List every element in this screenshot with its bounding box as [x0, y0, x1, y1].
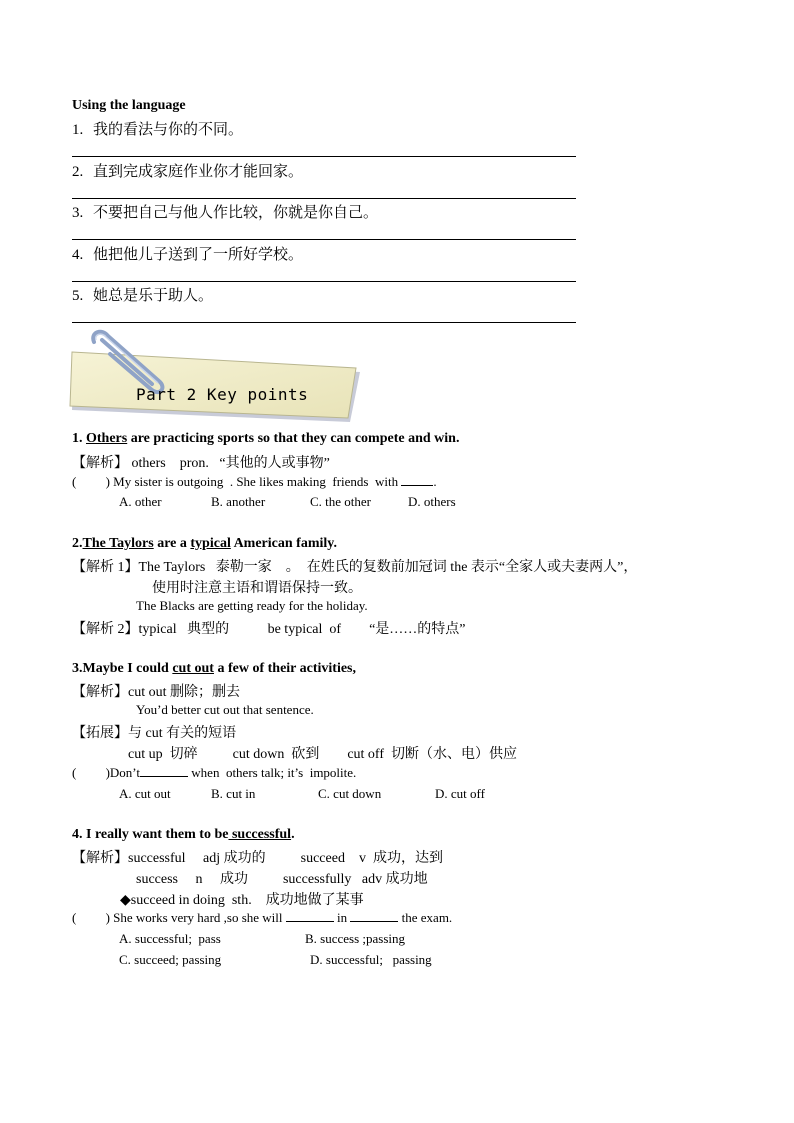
keypoint-4-heading: 4. I really want them to be successful.: [72, 827, 295, 842]
translation-item-3: [72, 201, 378, 222]
item-number: 5.: [72, 288, 84, 304]
item-number: 2.: [72, 164, 84, 180]
keypoint-1-analysis: 【解析】 others pron. “其他的人或事物”: [72, 456, 330, 471]
keypoint-4-line-2: success n 成功 successfully adv 成功地: [136, 872, 428, 887]
keypoint-4-question: ( ) She works very hard ,so she will in the exam.: [72, 910, 453, 925]
keypoint-3-example: You’d better cut out that sentence.: [136, 702, 314, 717]
answer-line-4: [72, 281, 576, 282]
keypoint-2-analysis-2: 【解析 2】typical 典型的 be typical of “是……的特点”: [72, 622, 466, 637]
translation-item-1: [72, 118, 243, 139]
item-number: 4.: [72, 247, 84, 263]
keypoint-4-line-3: ◆succeed in doing sth. 成功地做了某事: [120, 893, 364, 908]
keypoint-3-analysis: 【解析】cut out 删除；删去: [72, 685, 240, 700]
keypoint-3-extension: 【拓展】与 cut 有关的短语: [72, 726, 237, 741]
analysis-label: 【解析 1】: [72, 560, 139, 575]
keypoint-1-heading: 1. Others are practicing sports so that they can compete and win.: [72, 431, 460, 446]
keypoint-4-option-a: A. successful; pass: [119, 931, 221, 946]
item-text: 不要把自己与他人作比较，你就是你自己。: [93, 205, 379, 221]
keypoint-4-option-c: C. succeed; passing: [119, 952, 222, 967]
analysis-label: 【解析】: [72, 851, 128, 866]
keypoint-1-question: ( ) My sister is outgoing . She likes making friends with .: [72, 474, 437, 489]
banner-title: Part 2 Key points: [136, 385, 309, 404]
keypoint-3-option-d: D. cut off: [435, 786, 485, 801]
answer-paren[interactable]: ( ): [72, 910, 110, 925]
answer-blank-1[interactable]: [286, 910, 334, 922]
keypoint-3-option-b: B. cut in: [211, 786, 256, 801]
answer-paren[interactable]: ( ): [72, 765, 110, 780]
analysis-label: 【解析 2】: [72, 622, 139, 637]
answer-blank[interactable]: [140, 765, 188, 777]
keypoint-1-option-a: A. other: [119, 494, 162, 509]
answer-line-2: [72, 198, 576, 199]
answer-line-3: [72, 239, 576, 240]
answer-blank[interactable]: [401, 474, 433, 486]
analysis-label: 【解析】: [72, 685, 128, 700]
answer-blank-2[interactable]: [350, 910, 398, 922]
answer-line-1: [72, 156, 576, 157]
keypoint-4-analysis: 【解析】successful adj 成功的 succeed v 成功，达到: [72, 851, 443, 866]
translation-item-4: [72, 243, 303, 264]
answer-paren[interactable]: ( ): [72, 474, 110, 489]
answer-line-5: [72, 322, 576, 323]
keypoint-3-option-c: C. cut down: [318, 786, 382, 801]
keypoint-2-heading: 2.The Taylors are a typical American family.: [72, 536, 337, 551]
keypoint-2-example: The Blacks are getting ready for the holiday.: [136, 598, 368, 613]
keypoint-1-option-d: D. others: [408, 494, 456, 509]
part-banner: [68, 326, 368, 426]
item-text: 她总是乐于助人。: [93, 288, 214, 304]
keypoint-2-analysis-1-cont: 使用时注意主语和谓语保持一致。: [152, 581, 362, 596]
keypoint-3-question: ( )Don’t when others talk; it’s impolite.: [72, 765, 357, 780]
extension-label: 【拓展】: [72, 726, 128, 741]
translation-item-2: [72, 160, 303, 181]
keypoint-3-option-a: A. cut out: [119, 786, 171, 801]
keypoint-4-option-d: D. successful; passing: [310, 952, 432, 967]
keypoint-3-phrases: cut up 切碎 cut down 砍到 cut off 切断（水、电）供应: [128, 747, 517, 762]
item-number: 3.: [72, 205, 84, 221]
item-text: 直到完成家庭作业你才能回家。: [93, 164, 304, 180]
keypoint-1-option-c: C. the other: [310, 494, 372, 509]
item-text: 我的看法与你的不同。: [93, 122, 244, 138]
keypoint-1-option-b: B. another: [211, 494, 266, 509]
section-heading: Using the language: [72, 98, 186, 113]
analysis-label: 【解析】: [72, 456, 128, 471]
keypoint-2-analysis-1: 【解析 1】The Taylors 泰勒一家 。 在姓氏的复数前加冠词 the 表示“全家人或夫妻两人”，: [72, 560, 638, 575]
item-text: 他把他儿子送到了一所好学校。: [93, 247, 304, 263]
translation-item-5: [72, 284, 213, 305]
keypoint-3-heading: 3.Maybe I could cut out a few of their activities,: [72, 661, 356, 676]
item-number: 1.: [72, 122, 84, 138]
keypoint-4-option-b: B. success ;passing: [305, 931, 406, 946]
